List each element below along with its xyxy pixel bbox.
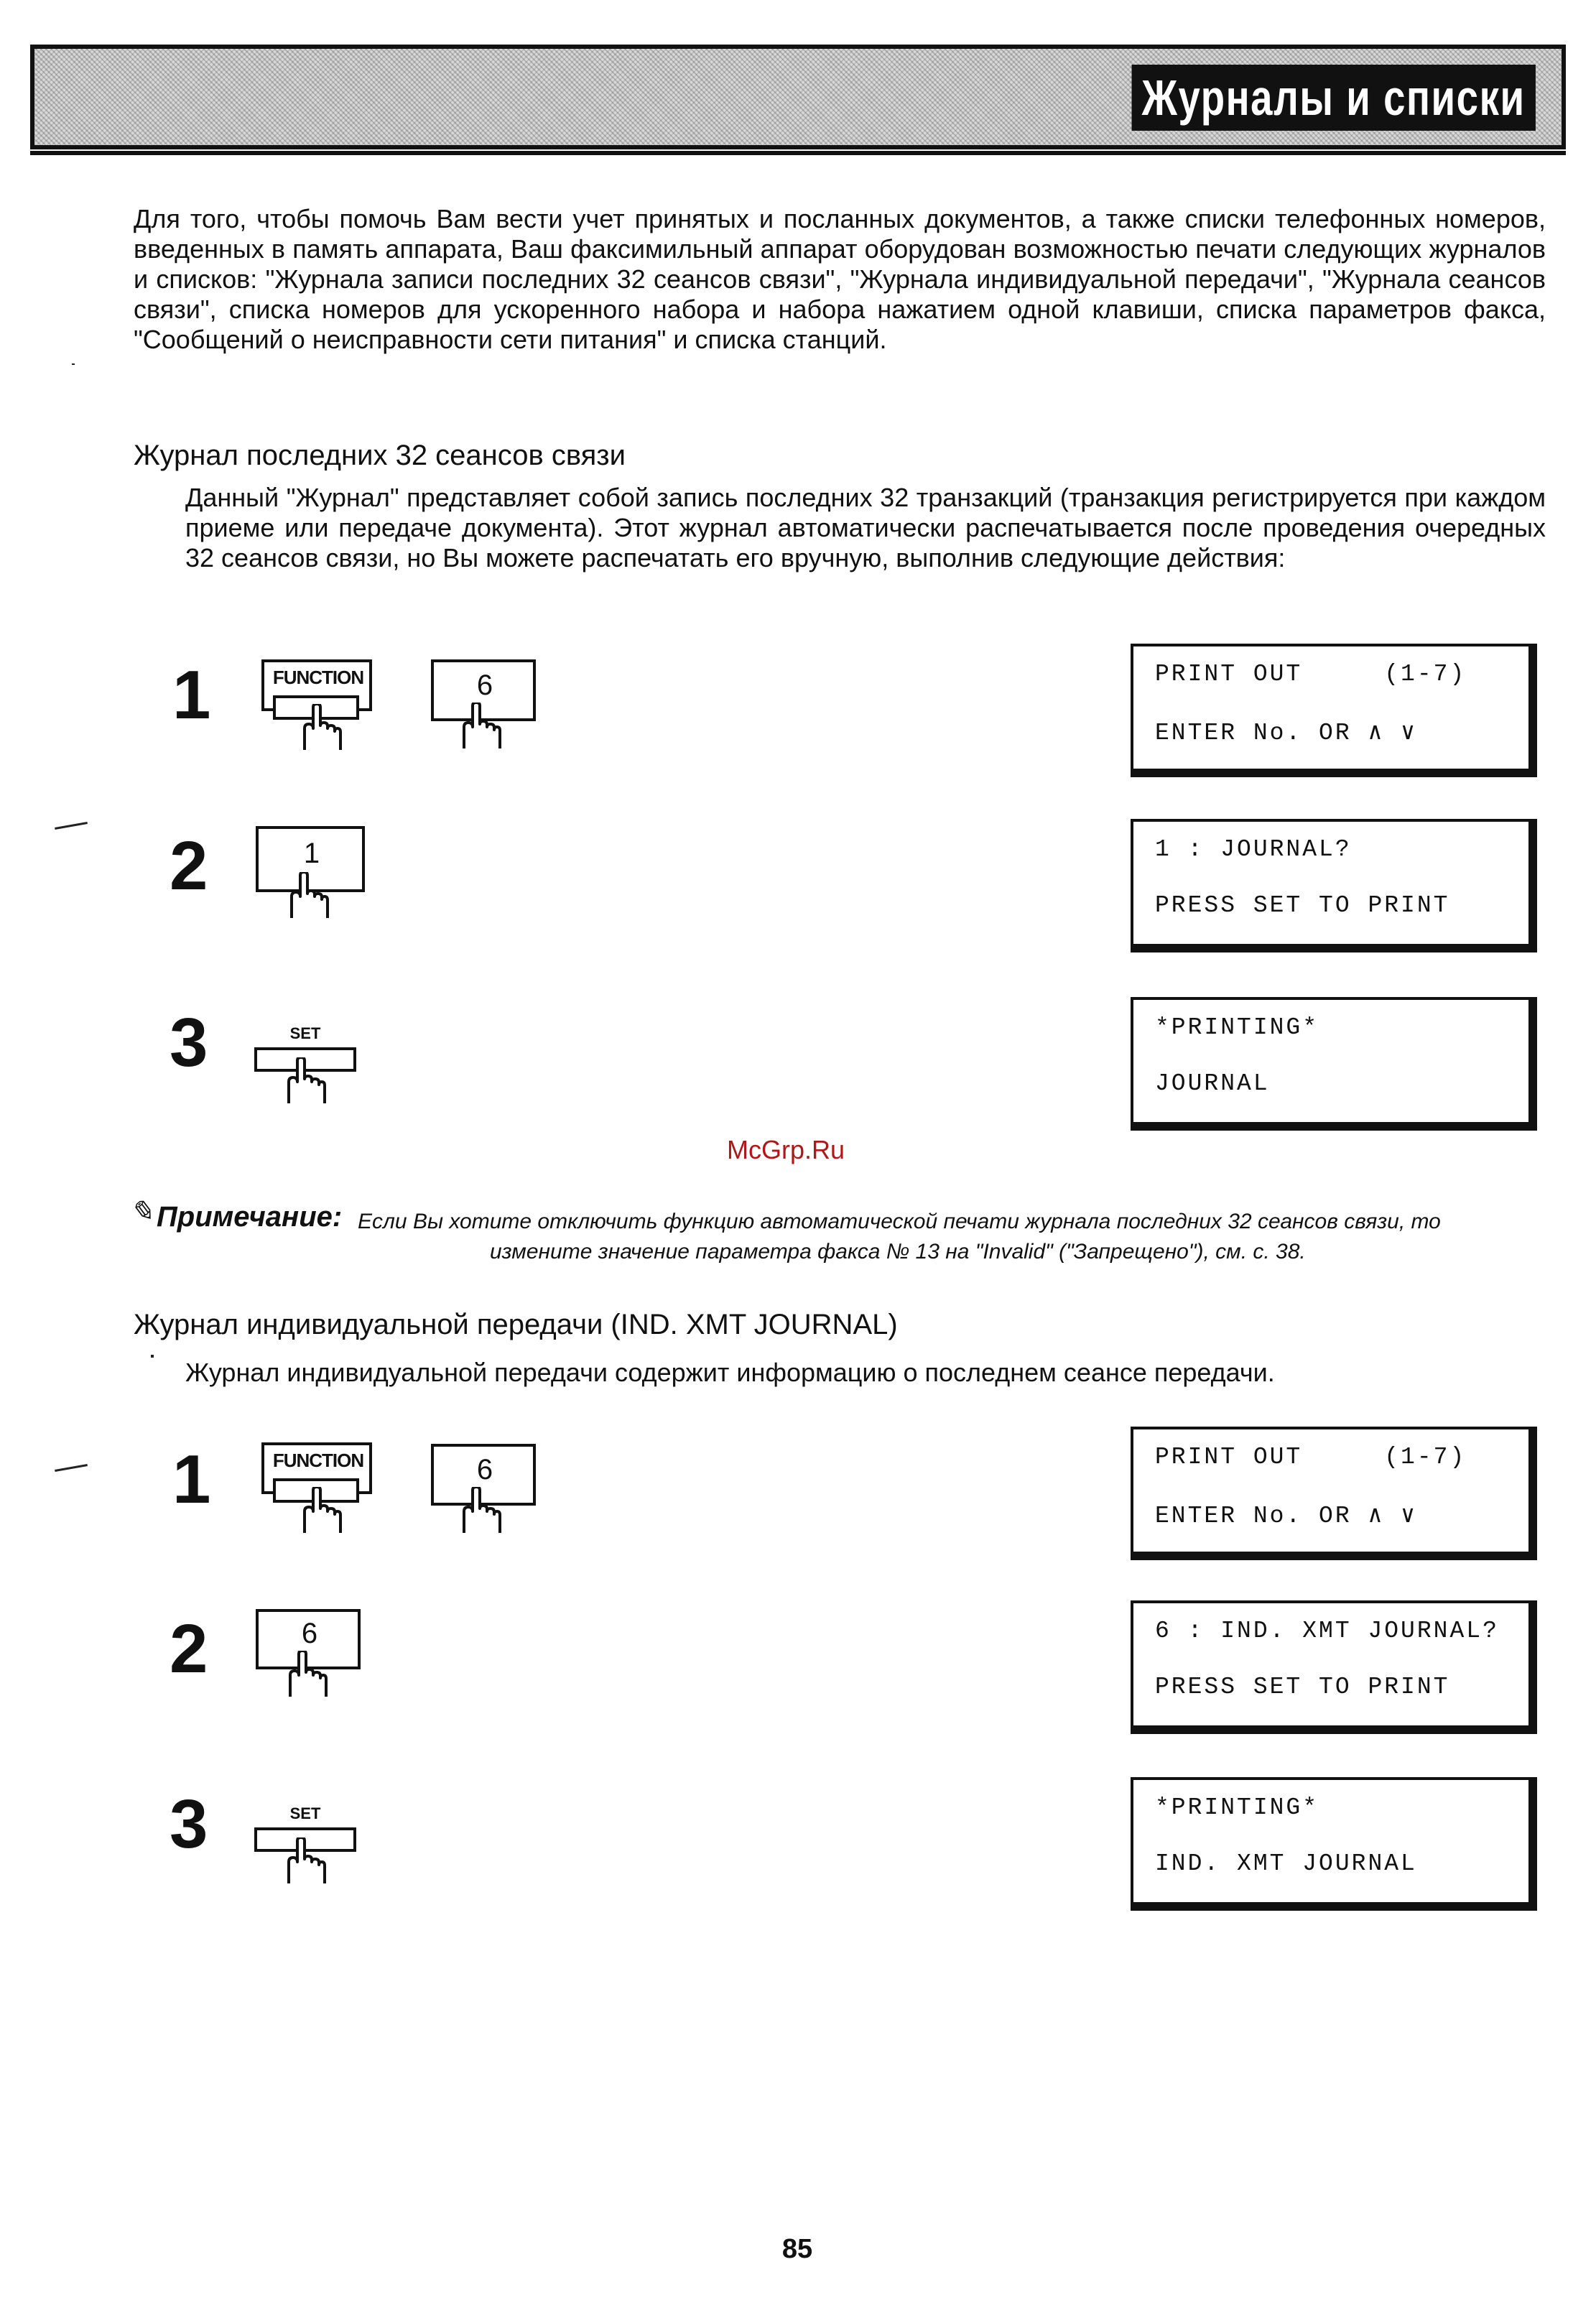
note-pencil-icon: ✎ [129, 1196, 154, 1228]
step-number: 2 [170, 828, 208, 904]
lcd-display: PRINT OUT (1-7) ENTER No. OR ∧ ∨ [1131, 644, 1537, 777]
digit-key[interactable]: 6 [431, 659, 539, 767]
function-key[interactable]: FUNCTION [257, 1440, 379, 1547]
step-number: 1 [172, 1441, 211, 1518]
function-key[interactable]: FUNCTION [257, 657, 379, 764]
set-key[interactable]: SET [251, 1024, 359, 1118]
lcd-display: 6 : IND. XMT JOURNAL? PRESS SET TO PRINT [1131, 1600, 1537, 1734]
lcd-display: 1 : JOURNAL? PRESS SET TO PRINT [1131, 819, 1537, 952]
page-title: Журналы и списки [1132, 65, 1536, 131]
finger-press-icon [284, 872, 335, 922]
step-number: 3 [170, 1786, 208, 1863]
set-key[interactable]: SET [251, 1804, 359, 1898]
finger-press-icon [282, 1057, 332, 1108]
lcd-display: PRINT OUT (1-7) ENTER No. OR ∧ ∨ [1131, 1427, 1537, 1560]
step-number: 3 [170, 1004, 208, 1081]
finger-press-icon [297, 1487, 348, 1537]
note-label: Примечание: [157, 1201, 343, 1233]
digit-key[interactable]: 6 [256, 1609, 363, 1717]
header-band [30, 45, 1566, 149]
finger-press-icon [283, 1651, 333, 1701]
finger-press-icon [282, 1837, 332, 1888]
step-number: 2 [170, 1610, 208, 1687]
digit-key[interactable]: 1 [256, 826, 368, 934]
section2-body: Журнал индивидуальной передачи содержит информацию о последнем сеансе передачи. [185, 1358, 1275, 1387]
intro-paragraph: Для того, чтобы помочь Вам вести учет принятых и посланных документов, а также списки телефонных номеров, введенных в память аппарата, Ваш факсимильный аппарат оборудован возможностью печати следующих журналов и списков: "Журнала записи последних 32 сеансов связи", "Журнала индивидуальной передачи", "Журнала сеансов связи", списка номеров для ускоренного набора и набора нажатием одной клавиши, списка параметров факса, "Сообщений о неисправности сети питания" и списка станций. [134, 204, 1546, 354]
scan-mark [55, 1464, 88, 1472]
lcd-display: *PRINTING* IND. XMT JOURNAL [1131, 1777, 1537, 1911]
finger-press-icon [457, 703, 507, 753]
page-number: 85 [781, 2234, 813, 2264]
lcd-display: *PRINTING* JOURNAL [1131, 997, 1537, 1131]
scan-mark [151, 1355, 154, 1358]
digit-key[interactable]: 6 [431, 1444, 539, 1552]
step-number: 1 [172, 657, 211, 733]
section1-heading: Журнал последних 32 сеансов связи [134, 440, 626, 471]
note-text: Если Вы хотите отключить функцию автоматической печати журнала последних 32 сеансов связи, то измените значение параметра факса № 13 на "Invalid" ("Запрещено"), см. с. 38. [358, 1210, 1441, 1264]
watermark: McGrp.Ru [727, 1135, 845, 1164]
section2-heading: Журнал индивидуальной передачи (IND. XMT JOURNAL) [134, 1309, 898, 1340]
section1-body: Данный "Журнал" представляет собой запись последних 32 транзакций (транзакция регистрируется при каждом приеме или передаче документа). Этот журнал автоматически распечатывается после проведения очередных 32 сеансов связи, но Вы можете распечатать его вручную, выполнив следующие действия: [185, 483, 1546, 573]
finger-press-icon [457, 1487, 507, 1537]
scan-mark [72, 363, 75, 365]
finger-press-icon [297, 704, 348, 754]
scan-mark [55, 822, 88, 830]
